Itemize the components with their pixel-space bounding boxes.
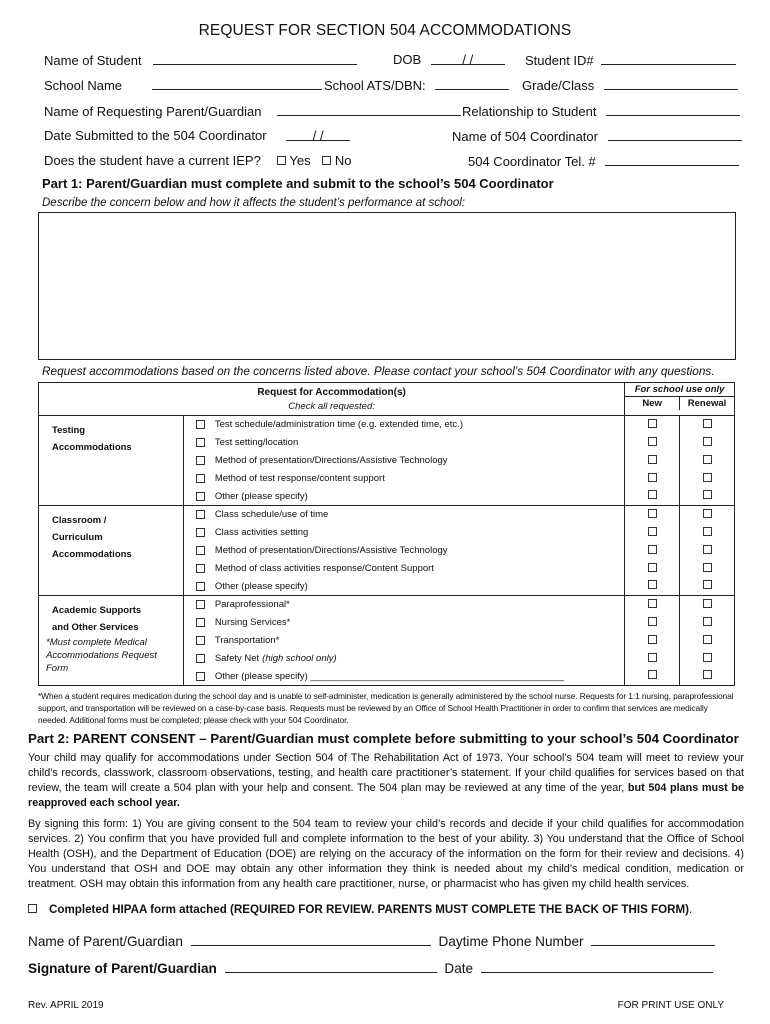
new-checkbox[interactable] [648, 437, 657, 446]
group-note: Form [46, 663, 69, 674]
dob-label: DOB [393, 52, 422, 67]
new-cell [625, 560, 680, 578]
renewal-cell [680, 614, 735, 632]
new-checkbox[interactable] [648, 653, 657, 662]
phone-label: Daytime Phone Number [438, 934, 584, 949]
item-label: Nursing Services* [214, 617, 291, 628]
new-checkbox[interactable] [648, 509, 657, 518]
new-checkbox[interactable] [648, 599, 657, 608]
item-checkbox[interactable] [196, 420, 205, 429]
item-label: Class activities setting [214, 527, 309, 538]
hipaa-row [28, 903, 692, 916]
request-header: Request for Accommodation(s) [257, 386, 406, 398]
iep-no-label: No [334, 153, 352, 168]
group-label: Classroom / [52, 515, 107, 526]
renewal-cell [680, 470, 735, 488]
item-cell [183, 614, 624, 632]
new-checkbox[interactable] [648, 670, 657, 679]
dob-field[interactable] [431, 52, 505, 65]
item-label: Transportation* [214, 635, 280, 646]
item-cell [183, 434, 624, 452]
item-checkbox[interactable] [196, 672, 205, 681]
item-label: Method of presentation/Directions/Assistive Technology [214, 545, 448, 556]
item-cell [183, 488, 624, 506]
item-cell [183, 632, 624, 650]
school-ats-field[interactable] [435, 77, 509, 90]
item-label: Class schedule/use of time [214, 509, 329, 521]
iep-question-label: Does the student have a current IEP? [44, 153, 261, 168]
item-cell [183, 560, 624, 578]
item-checkbox[interactable] [196, 564, 205, 573]
group-label: Academic Supports [52, 605, 142, 616]
relationship-label: Relationship to Student [462, 104, 597, 119]
group-note: *Must complete Medical [46, 637, 147, 648]
hipaa-period: . [689, 903, 693, 916]
student-name-field[interactable] [153, 52, 357, 65]
new-cell [625, 434, 680, 452]
item-label: Paraprofessional* [214, 599, 290, 611]
item-checkbox[interactable] [196, 582, 205, 591]
new-cell [625, 668, 680, 686]
new-cell [625, 506, 680, 524]
new-checkbox[interactable] [648, 473, 657, 482]
hipaa-label: Completed HIPAA form attached (REQUIRED FOR REVIEW. PARENTS MUST COMPLETE THE BACK OF THIS FORM) [49, 903, 690, 916]
renewal-checkbox[interactable] [703, 509, 712, 518]
iep-no-checkbox[interactable] [322, 156, 331, 165]
coordinator-tel-field[interactable] [605, 153, 739, 166]
new-cell [625, 596, 680, 614]
request-header-cell [39, 383, 625, 416]
group-label: Accommodations [52, 549, 132, 560]
name-of-student-label: Name of Student [44, 53, 142, 68]
item-cell [183, 506, 624, 524]
student-id-label: Student ID# [525, 53, 594, 68]
item-checkbox[interactable] [196, 618, 205, 627]
request-subheader: Check all requested: [288, 400, 375, 412]
renewal-checkbox[interactable] [703, 545, 712, 554]
date-slashes: / / [312, 128, 324, 143]
group-label-cell [39, 416, 184, 506]
item-label: Method of test response/content support [214, 473, 385, 484]
revision-date: Rev. APRIL 2019 [28, 1000, 104, 1011]
item-cell [183, 416, 624, 434]
renewal-checkbox[interactable] [703, 527, 712, 536]
item-cell [183, 650, 624, 668]
renewal-checkbox[interactable] [703, 437, 712, 446]
table-row [39, 416, 735, 434]
school-use-header: For school use only [625, 383, 734, 397]
item-label: Method of presentation/Directions/Assistive Technology [214, 455, 448, 466]
date-field[interactable] [481, 960, 713, 973]
item-label: Test schedule/administration time (e.g. extended time, etc.) [214, 419, 463, 431]
renewal-checkbox[interactable] [703, 563, 712, 572]
item-cell [183, 452, 624, 470]
iep-yes-checkbox[interactable] [277, 156, 286, 165]
print-notice: FOR PRINT USE ONLY [617, 1000, 724, 1011]
renewal-cell [680, 578, 735, 596]
new-cell [625, 542, 680, 560]
table-header-row [39, 383, 735, 416]
parent-name-field[interactable] [191, 933, 431, 946]
concern-textarea[interactable] [38, 212, 736, 360]
coordinator-tel-label: 504 Coordinator Tel. # [468, 154, 596, 169]
item-label-note: (high school only) [262, 653, 337, 664]
new-cell [625, 578, 680, 596]
new-checkbox[interactable] [648, 419, 657, 428]
item-cell [183, 542, 624, 560]
new-checkbox[interactable] [648, 490, 657, 499]
item-label: Other (please specify) ________________________________________________ [214, 670, 564, 682]
renewal-checkbox[interactable] [703, 455, 712, 464]
parent-name-label: Name of Parent/Guardian [28, 934, 183, 949]
consent-paragraph: By signing this form: 1) You are giving consent to the 504 team to review your child’s records and decide if your child qualifies for accommodation services. 2) You confirm that you have provided full and complete information to the best of your ability. 3) You understand that the Office of School Health (OSH), and the Department of Education (DOE) are relying on the accuracy of the information on the form for their review and decisions. 4) You understand that OSH and DOE may obtain any other information they think is needed about my child’s medical condition, medication or treatment. OSH may obtain this information from any health care practitioner, nurse, or pharmacist who has given my child health services. [28, 818, 744, 890]
item-checkbox[interactable] [196, 636, 205, 645]
coordinator-name-field[interactable] [608, 128, 742, 141]
grade-class-label: Grade/Class [522, 78, 595, 93]
renewal-cell [680, 416, 735, 434]
renewal-checkbox[interactable] [703, 617, 712, 626]
new-cell [625, 632, 680, 650]
iep-yes-label: Yes [289, 153, 311, 168]
item-checkbox[interactable] [196, 528, 205, 537]
item-cell [183, 596, 624, 614]
phone-field[interactable] [591, 933, 715, 946]
item-label: Safety Net [214, 653, 260, 664]
new-checkbox[interactable] [648, 635, 657, 644]
part2-intro-bold: but 504 plans must be reapproved each school year. [28, 782, 744, 809]
school-use-cell [625, 383, 735, 416]
part2-intro-paragraph [28, 751, 744, 811]
form-title: REQUEST FOR SECTION 504 ACCOMMODATIONS [198, 22, 572, 39]
renewal-cell [680, 632, 735, 650]
table-row [39, 596, 735, 614]
requesting-parent-label: Name of Requesting Parent/Guardian [44, 104, 262, 119]
item-checkbox[interactable] [196, 474, 205, 483]
group-label: Accommodations [52, 442, 132, 453]
date-submitted-field[interactable] [286, 128, 350, 141]
relationship-field[interactable] [606, 103, 740, 116]
group-label: Testing [52, 425, 86, 436]
school-ats-label: School ATS/DBN: [324, 78, 426, 93]
group-label: Curriculum [52, 532, 103, 543]
renewal-cell [680, 650, 735, 668]
item-cell [183, 578, 624, 596]
part1-describe: Describe the concern below and how it affects the student’s performance at school: [42, 197, 465, 209]
item-checkbox[interactable] [196, 438, 205, 447]
part2-heading: Part 2: PARENT CONSENT – Parent/Guardian must complete before submitting to your school’s 504 Coordinator [28, 731, 739, 746]
school-name-field[interactable] [152, 77, 322, 90]
part1-heading: Part 1: Parent/Guardian must complete and submit to the school’s 504 Coordinator [42, 176, 554, 191]
signature-label: Signature of Parent/Guardian [28, 961, 217, 976]
item-checkbox[interactable] [196, 600, 205, 609]
new-cell [625, 650, 680, 668]
renewal-checkbox[interactable] [703, 653, 712, 662]
new-checkbox[interactable] [648, 527, 657, 536]
new-cell [625, 488, 680, 506]
renewal-checkbox[interactable] [703, 419, 712, 428]
new-cell [625, 452, 680, 470]
renewal-checkbox[interactable] [703, 490, 712, 499]
item-cell [183, 524, 624, 542]
renewal-checkbox[interactable] [703, 599, 712, 608]
item-label: Test setting/location [214, 437, 299, 448]
item-checkbox[interactable] [196, 510, 205, 519]
group-note: Accommodations Request [46, 650, 157, 661]
renewal-cell [680, 560, 735, 578]
renewal-checkbox[interactable] [703, 670, 712, 679]
grade-class-field[interactable] [604, 77, 738, 90]
renewal-cell [680, 596, 735, 614]
item-checkbox[interactable] [196, 456, 205, 465]
signature-field[interactable] [225, 960, 437, 973]
signature-row [28, 960, 713, 976]
accommodation-table [38, 382, 735, 686]
student-id-field[interactable] [601, 52, 736, 65]
renewal-checkbox[interactable] [703, 635, 712, 644]
renewal-cell [680, 668, 735, 686]
parent-name-row [28, 933, 715, 949]
renewal-cell [680, 488, 735, 506]
renewal-cell [680, 452, 735, 470]
item-label: Method of class activities response/Content Support [214, 563, 434, 574]
request-instruction: Request accommodations based on the concerns listed above. Please contact your school’s 504 Coordinator with any questions. [42, 364, 715, 378]
item-label: Other (please specify) [214, 490, 308, 502]
group-label-cell [39, 596, 184, 686]
new-cell [625, 470, 680, 488]
col-renewal-label: Renewal [687, 398, 727, 409]
renewal-checkbox[interactable] [703, 580, 712, 589]
col-new-label: New [625, 397, 680, 410]
group-label-cell [39, 506, 184, 596]
coordinator-name-label: Name of 504 Coordinator [452, 129, 598, 144]
group-label: and Other Services [52, 622, 139, 633]
dob-slashes: / / [462, 52, 474, 67]
item-label: Other (please specify) [214, 580, 308, 592]
renewal-checkbox[interactable] [703, 473, 712, 482]
renewal-cell [680, 542, 735, 560]
renewal-cell [680, 524, 735, 542]
new-checkbox[interactable] [648, 563, 657, 572]
renewal-cell [680, 506, 735, 524]
item-cell [183, 470, 624, 488]
item-cell [183, 668, 624, 686]
school-name-label: School Name [44, 78, 123, 93]
new-checkbox[interactable] [648, 580, 657, 589]
new-cell [625, 524, 680, 542]
new-cell [625, 614, 680, 632]
date-label: Date [444, 961, 474, 976]
new-checkbox[interactable] [648, 617, 657, 626]
hipaa-checkbox[interactable] [28, 904, 37, 913]
part2-intro-text: Your child may qualify for accommodations under Section 504 of The Rehabilitation Act of 1973. Your school’s 504 team will meet to review your child’s records, classwork, classroom observations, testing, and health care practitioner’s statement. If your child qualifies for services based on that review, the team will create a 504 plan with your help and consent. The 504 plan may be reviewed at any time of the year, [28, 752, 744, 794]
renewal-cell [680, 434, 735, 452]
date-submitted-label: Date Submitted to the 504 Coordinator [44, 128, 267, 143]
requesting-parent-field[interactable] [277, 103, 461, 116]
item-checkbox[interactable] [196, 546, 205, 555]
item-checkbox[interactable] [196, 654, 205, 663]
medication-footnote: *When a student requires medication during the school day and is unable to self-administer, medication is generally administered by the school nurse. Requests for 1:1 nursing, paraprofessional support, and transportation will be reviewed on a case-by-case basis. Requests must be reviewed by an Office of School Health Practitioner in order to confirm that services are medically needed. Additional forms must be completed; please check with your 504 Coordinator. [38, 691, 734, 725]
new-checkbox[interactable] [648, 455, 657, 464]
item-checkbox[interactable] [196, 492, 205, 501]
table-row [39, 506, 735, 524]
new-cell [625, 416, 680, 434]
new-checkbox[interactable] [648, 545, 657, 554]
